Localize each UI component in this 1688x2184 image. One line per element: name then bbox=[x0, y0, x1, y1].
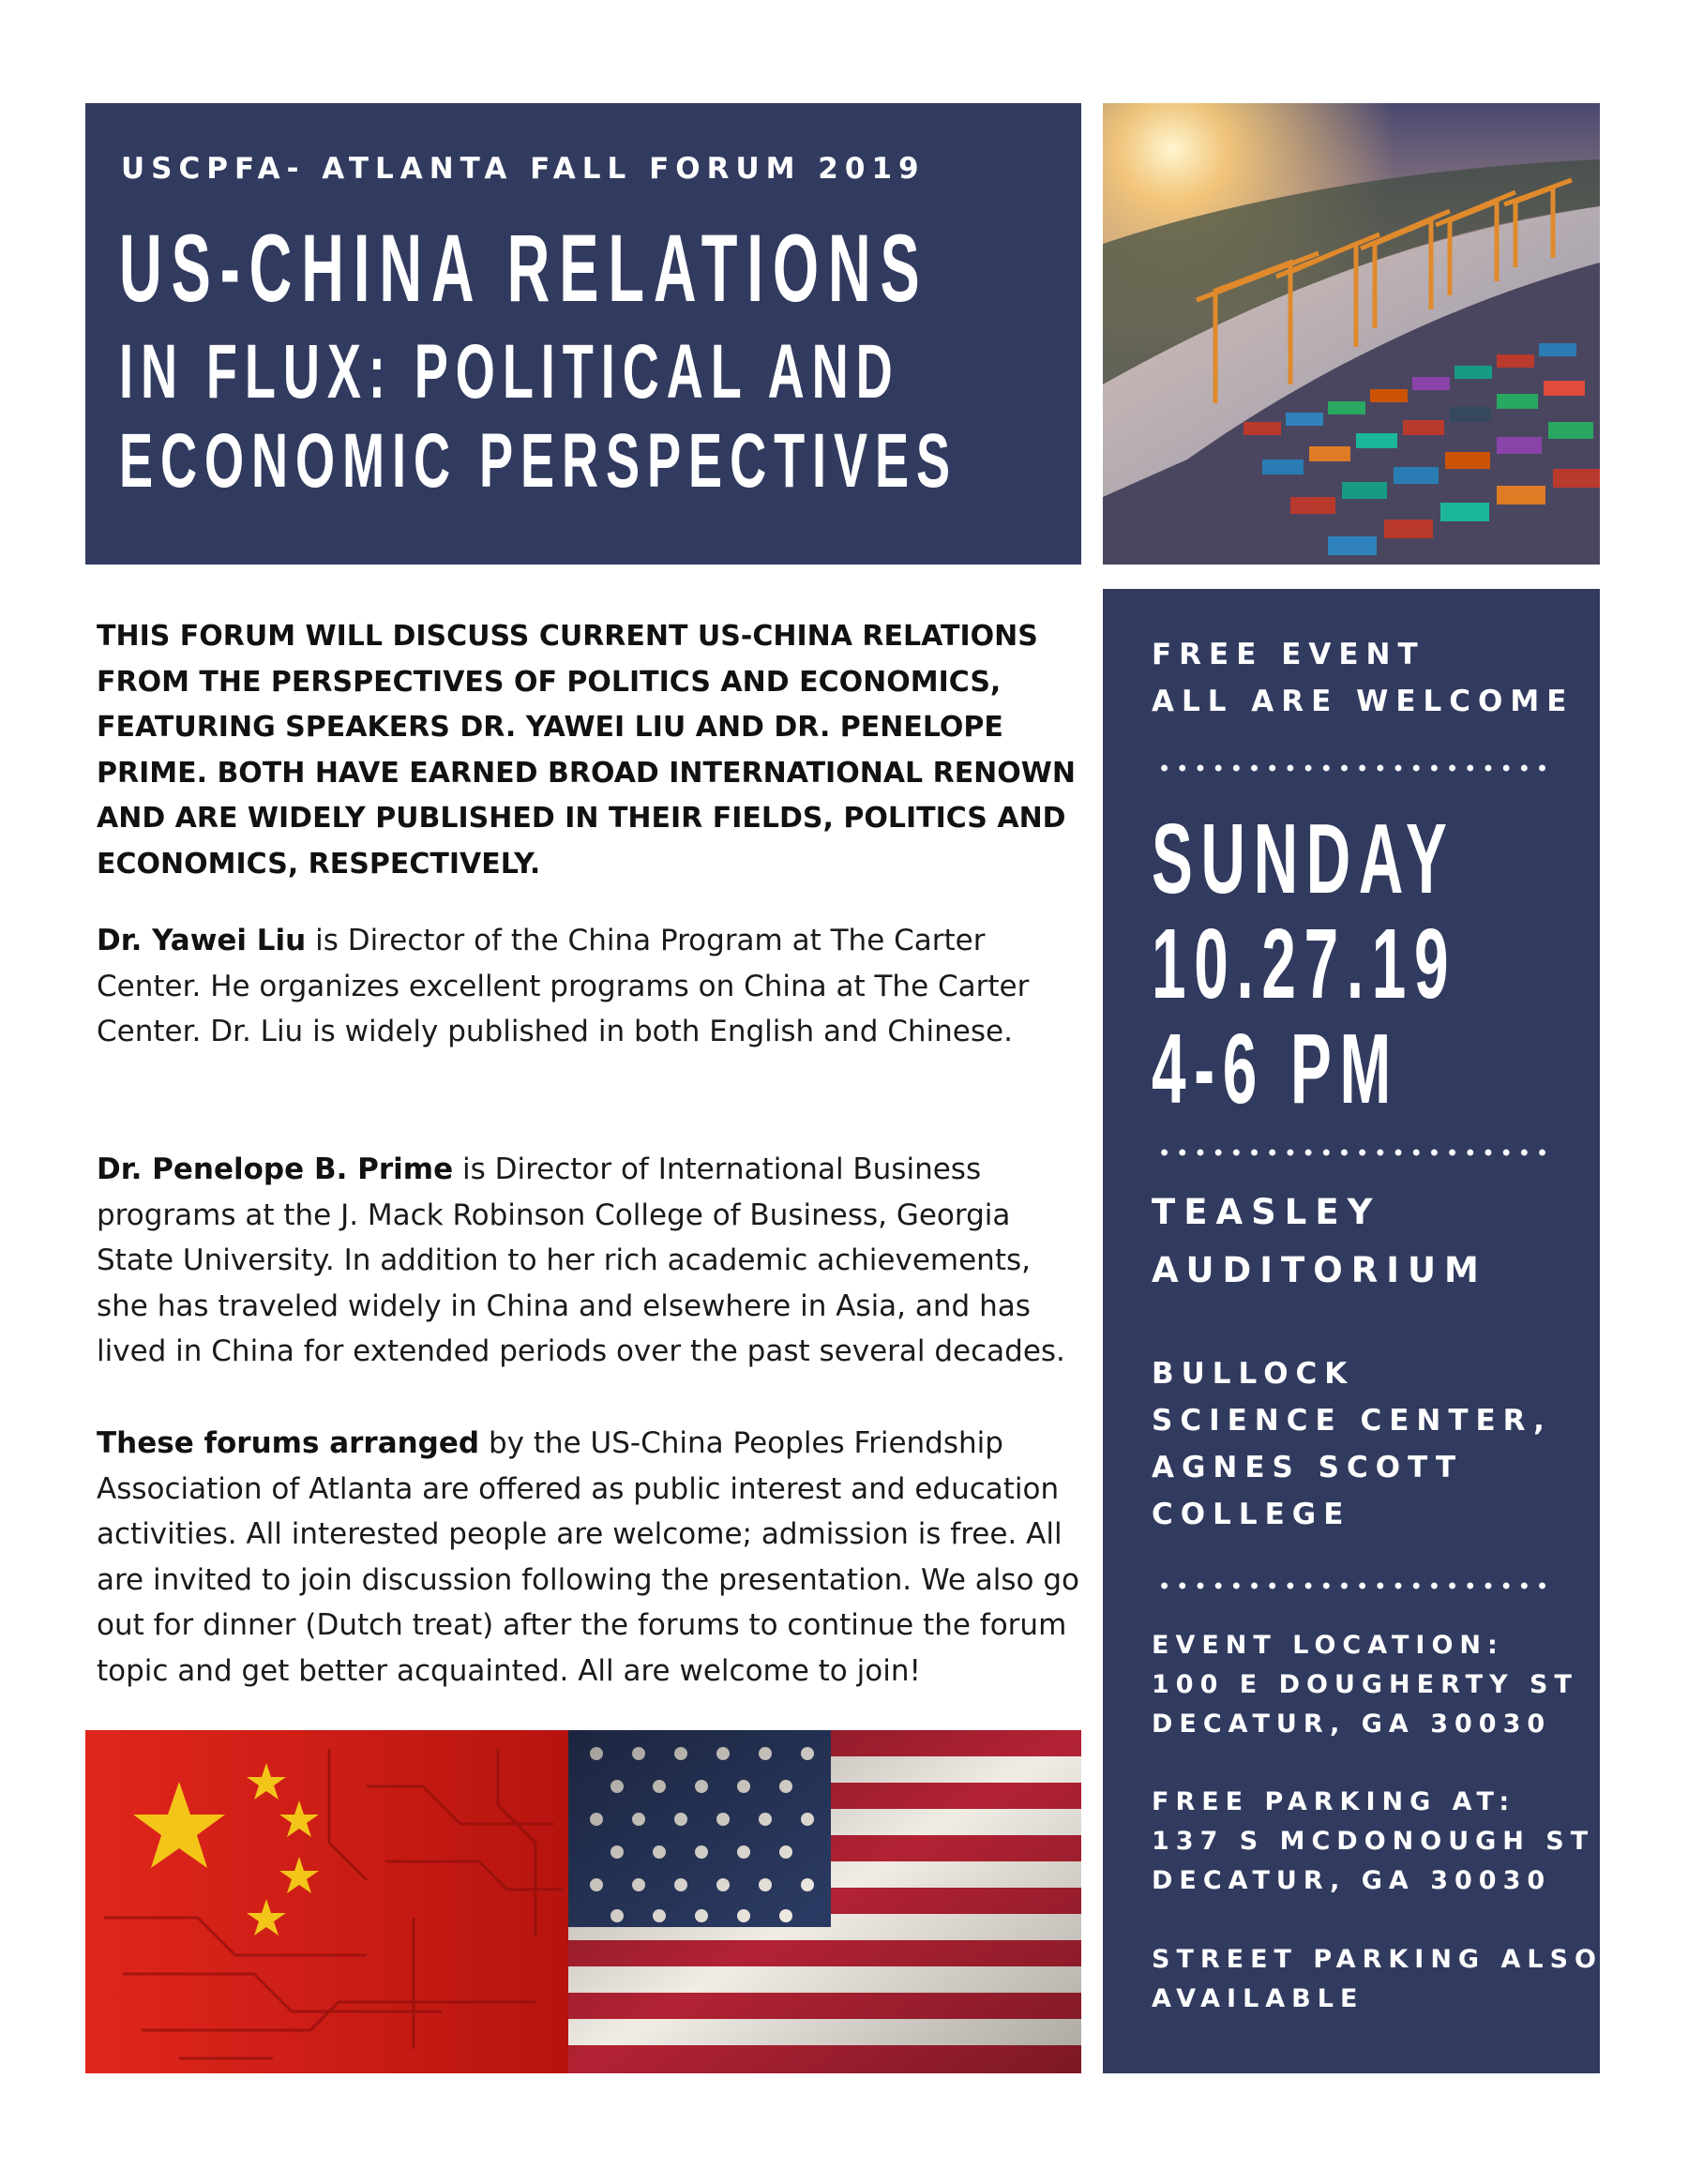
intro-paragraph: THIS FORUM WILL DISCUSS CURRENT US-CHINA RELATIONS FROM THE PERSPECTIVES OF POLITICS AND ECONOMICS, FEATURING SPEAKERS DR. YAWEI LIU AND DR. PENELOPE PRIME. BOTH HAVE EARNED BROAD INTERNATIONAL RENOWN AND ARE WIDELY PUBLISHED IN THEIR FIELDS, POLITICS AND ECONOMICS, RESPECTIVELY. bbox=[97, 620, 1076, 881]
shipping-port-image bbox=[1103, 103, 1600, 565]
venue-line-1: TEASLEY bbox=[1152, 1192, 1381, 1232]
forum-eyebrow: USCPFA- ATLANTA FALL FORUM 2019 bbox=[121, 152, 926, 186]
bio-name: These forums arranged bbox=[97, 1426, 480, 1460]
welcome-label: ALL ARE WELCOME bbox=[1152, 685, 1575, 718]
venue-line-2: AUDITORIUM bbox=[1152, 1250, 1487, 1290]
title-line-3: ECONOMIC PERSPECTIVES bbox=[119, 418, 958, 504]
bio-name: Dr. Yawei Liu bbox=[97, 924, 307, 957]
event-day: SUNDAY bbox=[1152, 804, 1455, 914]
parking-city: DECATUR, GA 30030 bbox=[1152, 1866, 1552, 1895]
location-label: EVENT LOCATION: bbox=[1152, 1631, 1504, 1660]
building-line-3: AGNES SCOTT bbox=[1152, 1451, 1464, 1484]
title-line-1: US-CHINA RELATIONS bbox=[119, 215, 929, 322]
parking-street: 137 S MCDONOUGH ST bbox=[1152, 1827, 1595, 1856]
location-city: DECATUR, GA 30030 bbox=[1152, 1710, 1552, 1739]
building-line-1: BULLOCK bbox=[1152, 1357, 1355, 1391]
bio-yawei-liu bbox=[97, 918, 1091, 1055]
header-banner bbox=[85, 103, 1081, 565]
bio-text: is Director of the China Program at The Carter Center. He organizes excellent programs on China at The Carter Center. Dr. Liu is widely published in both English and Chinese. bbox=[97, 924, 1030, 1048]
event-details-sidebar bbox=[1103, 589, 1603, 2073]
dotted-divider bbox=[1155, 1581, 1551, 1590]
location-street: 100 E DOUGHERTY ST bbox=[1152, 1670, 1578, 1699]
dotted-divider bbox=[1155, 1148, 1551, 1157]
forum-info bbox=[97, 1421, 1091, 1694]
event-time: 4-6 PM bbox=[1152, 1014, 1399, 1124]
event-date: 10.27.19 bbox=[1152, 909, 1457, 1019]
building-line-2: SCIENCE CENTER, bbox=[1152, 1404, 1552, 1438]
parking-label: FREE PARKING AT: bbox=[1152, 1787, 1516, 1816]
bio-text: is Director of International Business programs at the J. Mack Robinson College of Business, Georgia State University. In addition to her rich academic achievements, she has traveled widely in China and elsewhere in Asia, and has lived in China for extended periods over the past several decades. bbox=[97, 1152, 1065, 1368]
building-line-4: COLLEGE bbox=[1152, 1498, 1351, 1531]
title-line-2: IN FLUX: POLITICAL AND bbox=[119, 329, 900, 414]
bio-text: by the US-China Peoples Friendship Association of Atlanta are offered as public interest and education activities. All interested people are welcome; admission is free. All are invited to join discussion following the presentation. We also go out for dinner (Dutch treat) after the forums to continue the forum topic and get better acquainted. All are welcome to join! bbox=[97, 1426, 1080, 1688]
bio-name: Dr. Penelope B. Prime bbox=[97, 1152, 454, 1186]
street-parking-line-2: AVAILABLE bbox=[1152, 1984, 1364, 2013]
free-event-label: FREE EVENT bbox=[1152, 638, 1425, 671]
bio-penelope-prime bbox=[97, 1147, 1091, 1375]
dotted-divider bbox=[1155, 763, 1551, 773]
street-parking-line-1: STREET PARKING ALSO bbox=[1152, 1945, 1603, 1974]
flags-image bbox=[85, 1730, 1081, 2073]
